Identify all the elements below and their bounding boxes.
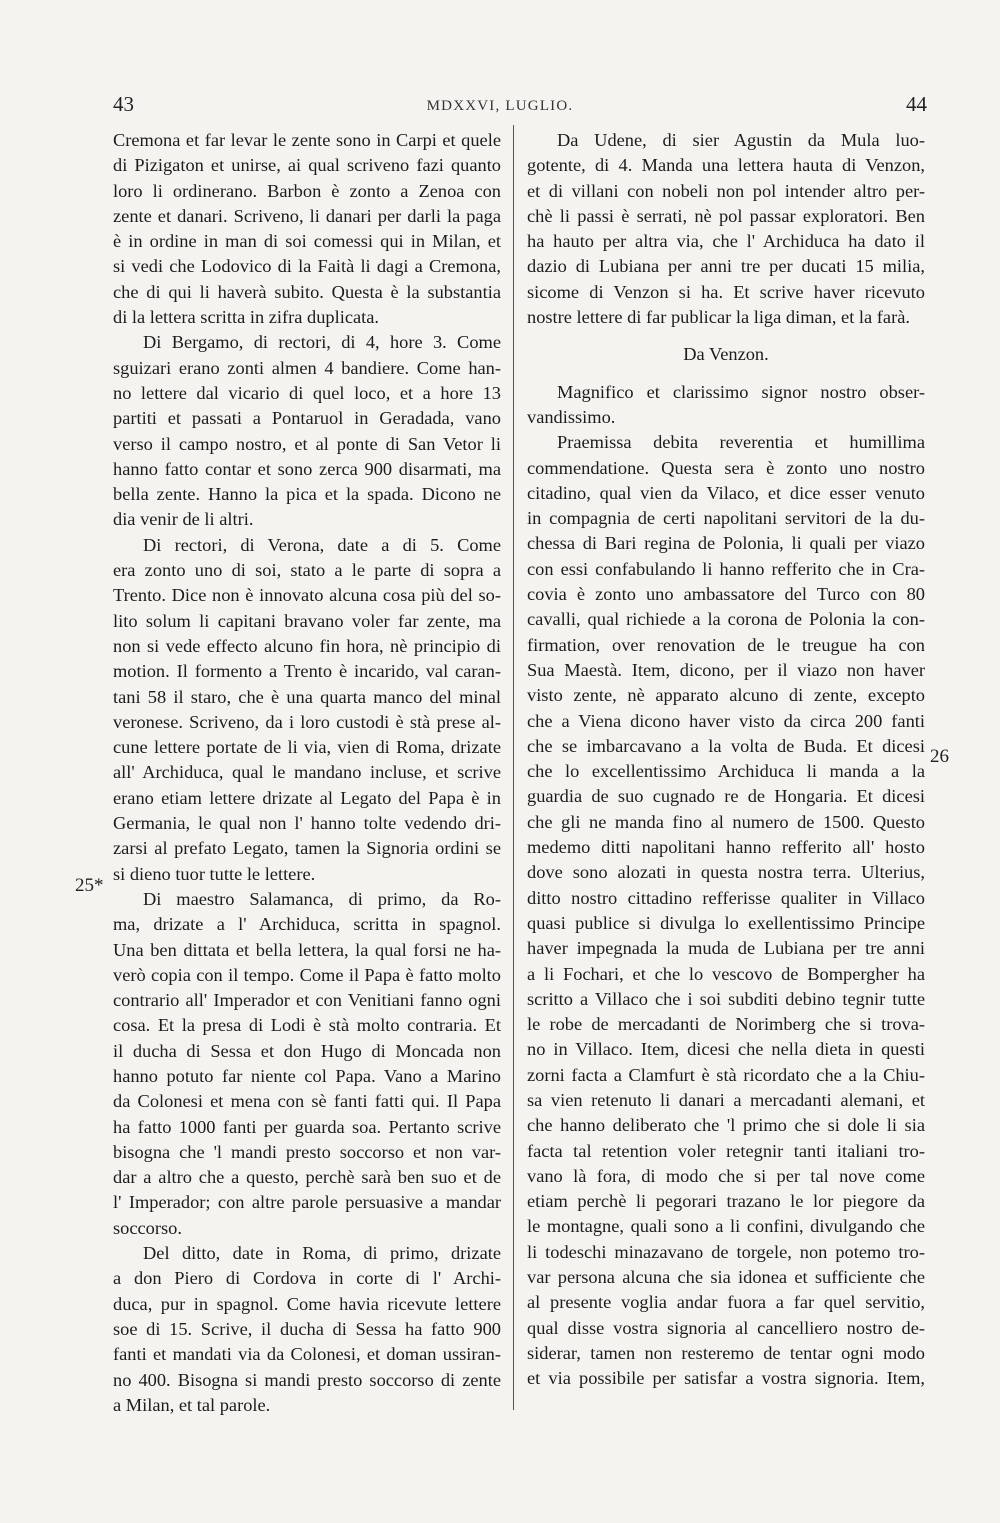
text-line: commendatione. Questa sera è zonto uno nostro [527,457,925,478]
text-line: da Colonesi et mena con sè fanti fatti qui. Il Papa [113,1091,501,1112]
text-line: che se imbarcavano a la volta de Buda. Et dicesi [527,735,925,756]
text-line: vandissimo. [527,406,616,427]
text-line: chessa di Bari regina de Polonia, li quali per viazo [527,533,925,554]
text-line: si dieno tuor tutte le lettere. [113,863,316,884]
text-line: Cremona et far levar le zente sono in Carpi et quele [113,130,501,150]
text-line: et via possibile per satisfar a vostra signoria. Item, [527,1368,925,1389]
text-line: partiti et passati a Pontaruol in Geradada, vano [113,408,501,429]
text-line: verso il campo nostro, et al ponte di San Vetor li [113,433,501,454]
text-line: facta tal retention voler retegnir tanti italiani tro- [527,1140,925,1161]
text-line: duca, pur in spagnol. Come havia ricevute lettere [113,1293,501,1314]
text-line: sa vien retenuto li danari a mercadanti alemani, et [527,1089,925,1110]
text-line: ma, drizate a l' Archiduca, scritta in spagnol. [113,914,501,935]
text-line: no in Villaco. Item, dicesi che nella dieta in questi [527,1039,925,1060]
text-line: dove sono alozati in questa nostra terra. Ulterius, [527,862,925,883]
text-line: Da Udene, di sier Agustin da Mula luo- [557,130,925,150]
text-line: loro li ordinerano. Barbon è zonto a Zenoa con [113,180,501,201]
text-line: è in ordine in man di soi comessi qui in Milan, et [113,231,501,252]
text-line: lito solum li capitani bravano voler far zente, ma [113,610,501,631]
text-line: in compagnia de certi napolitani servitori de la du- [527,508,925,529]
text-line: ha hauto per altra via, che l' Archiduca ha dato il [527,231,925,252]
text-line: soe di 15. Scrive, il ducha di Sessa ha fatto 900 [113,1318,501,1339]
text-line: al presente voglia andar fuora a far quel servitio, [527,1292,925,1313]
text-line: var persona alcuna che sia idonea et sufficiente che [527,1267,925,1288]
text-line: cune lettere portate de li via, vien di Roma, drizate [113,737,501,758]
text-line: li todeschi minazavano de torgele, non potemo tro- [527,1241,925,1262]
text-line: dazio di Lubiana per anni tre per ducati 15 milia, [527,256,925,277]
text-line: Praemissa debita reverentia et humillima [557,432,925,453]
margin-marker-left: 25* [75,875,104,896]
text-line: covia è zonto uno ambassatore del Turco con 80 [527,584,925,605]
text-line: et di villani con nobeli non pol intender altro per- [527,180,925,201]
text-line: bella zente. Hanno la pica et la spada. Dicono ne [113,484,501,505]
text-line: che di qui li haverà subito. Questa è la substantia [113,281,501,302]
margin-marker-right: 26 [930,746,949,767]
text-line: era zonto uno di soi, stato a le parte di sopra a [113,560,501,581]
text-line: visto zente, nè apparato alcuno di zente, excepto [527,685,925,706]
text-line: contrario all' Imperador et con Venitiani fanno ogni [113,990,501,1011]
left-column [113,128,501,1418]
page-number-left: 43 [113,92,134,116]
text-line: siderar, tamen non resteremo de tentar ogni modo [527,1342,925,1363]
page-number-right: 44 [906,92,927,116]
text-line: Di maestro Salamanca, di primo, da Ro- [143,888,501,909]
right-column [527,128,925,1392]
text-line: che lo excellentissimo Archiduca li manda a la [527,761,925,782]
text-line: sicome di Venzon si ha. Et scrive haver ricevuto [527,281,925,302]
text-line: no lettere dal vicario di quel loco, et a hore 13 [113,382,501,403]
text-line: Sua Maestà. Item, dicono, per il viazo non haver [527,659,925,680]
text-line: erano etiam lettere drizate al Legato del Papa è in [113,787,501,808]
text-line: le robe de mercadanti de Norimberg che si trova- [527,1014,925,1035]
text-line: qual disse vostra signoria al cancelliero nostro de- [527,1317,925,1338]
text-line: l' Imperador; con altre parole persuasive a mandar [113,1192,501,1213]
text-line: tani 58 il staro, che è una quarta manco del minal [113,686,501,707]
text-line: hanno potuto far niente col Papa. Vano a Marino [113,1065,501,1086]
text-line: di Pizigaton et unirse, ai qual scriveno fazi quanto [113,155,501,176]
text-line: dia venir de li altri. [113,509,254,530]
text-line: cavalli, qual richiede a la corona de Polonia la con- [527,609,925,630]
text-line: zorni facta a Clamfurt è stà ricordato che a la Chiu- [527,1064,925,1085]
column-divider [513,125,514,1410]
text-line: medemo ditti napolitani hanno refferito all' hosto [527,837,925,858]
text-line: ditto nostro cittadino refferisse qualiter in Villaco [527,887,925,908]
text-line: a Milan, et tal parole. [113,1394,271,1415]
text-line: le montagne, quali sono a li confini, divulgando che [527,1216,925,1237]
text-line: zente et danari. Scriveno, li danari per darli la paga [113,205,501,226]
text-line: etiam perchè li pegorari trazano le lor piegore da [527,1191,925,1212]
page-header [0,92,1000,122]
text-line: bisogna che 'l mandi presto soccorso et non var- [113,1141,501,1162]
text-line: con essi confabulando li hanno refferito che in Cra- [527,558,925,579]
text-line: a li Fochari, et che lo vescovo de Bompergher ha [527,963,925,984]
text-line: gotente, di 4. Manda una lettera hauta di Venzon, [527,155,925,176]
text-line: Una ben dittata et bella lettera, la qual forsi ne ha- [113,939,501,960]
text-line: sguizari erano zonti almen 4 bandiere. Come han- [113,357,501,378]
text-line: non si vede effecto alcuno fin hora, nè principio di [113,635,501,656]
text-line: di la lettera scritta in zifra duplicata. [113,307,380,328]
text-line: scritto a Villaco che i soi subditi debino tegnir tutte [527,988,925,1009]
text-line: Magnifico et clarissimo signor nostro obser- [557,381,925,402]
text-line: verò copia con il tempo. Come il Papa è fatto molto [113,964,501,985]
running-title: MDXXVI, LUGLIO. [426,98,574,114]
text-line: zarsi al prefato Legato, tamen la Signoria ordini se [113,838,501,859]
text-line: Trento. Dice non è innovato alcuna cosa più del so- [113,585,501,606]
text-line: chè li passi è serrati, nè pol passar exploratori. Ben [527,205,925,226]
text-line: all' Archiduca, qual le mandano incluse, et scrive [113,762,501,783]
text-line: il ducha di Sessa et don Hugo di Moncada non [113,1040,501,1061]
text-line: Di Bergamo, di rectori, di 4, hore 3. Come [143,332,501,353]
text-line: Da Venzon. [683,344,769,365]
text-line: quasi publice si divulga lo exellentissimo Principe [527,912,925,933]
text-line: no 400. Bisogna si mandi presto soccorso di zente [113,1369,501,1390]
text-line: dar a altro che a questo, perchè sarà ben suo et de [113,1167,501,1188]
text-line: a don Piero di Cordova in corte di l' Archi- [113,1268,501,1289]
text-line: che gli ne manda fino al numero de 1500. Questo [527,811,925,832]
text-line: firmation, over renovation de le treugue ha con [527,634,925,655]
text-line: motion. Il formento a Trento è incarido, val caran- [113,661,501,682]
text-line: hanno fatto contar et sono zerca 900 disarmati, ma [113,458,501,479]
text-line: citadino, qual vien da Vilaco, et dice esser venuto [527,482,925,503]
text-line: che hanno deliberato che 'l primo che si dole li sia [527,1115,925,1136]
text-line: soccorso. [113,1217,182,1238]
text-line: haver impegnada la muda de Lubiana per tre anni [527,938,925,959]
text-line: guardia de suo cugnado re de Hongaria. Et dicesi [527,786,925,807]
text-line: cosa. Et la presa di Lodi è stà molto contraria. Et [113,1015,501,1036]
text-line: che a Viena dicono haver visto da circa 200 fanti [527,710,925,731]
text-line: nostre lettere di far publicar la liga diman, et la farà. [527,307,910,328]
text-line: Germania, le qual non l' hanno tolte vedendo dri- [113,813,501,834]
text-line: ha fatto 1000 fanti per guarda soa. Pertanto scrive [113,1116,501,1137]
text-line: fanti et mandati via da Colonesi, et doman ussiran- [113,1344,501,1365]
text-line: Del ditto, date in Roma, di primo, drizate [143,1243,501,1264]
text-line: Di rectori, di Verona, date a di 5. Come [143,534,501,555]
text-line: vano là fora, di modo che si per tal nove come [527,1165,925,1186]
text-line: veronese. Scriveno, da i loro custodi è stà prese al- [113,711,501,732]
text-line: si vedi che Lodovico di la Faità li dagi a Cremona, [113,256,501,277]
